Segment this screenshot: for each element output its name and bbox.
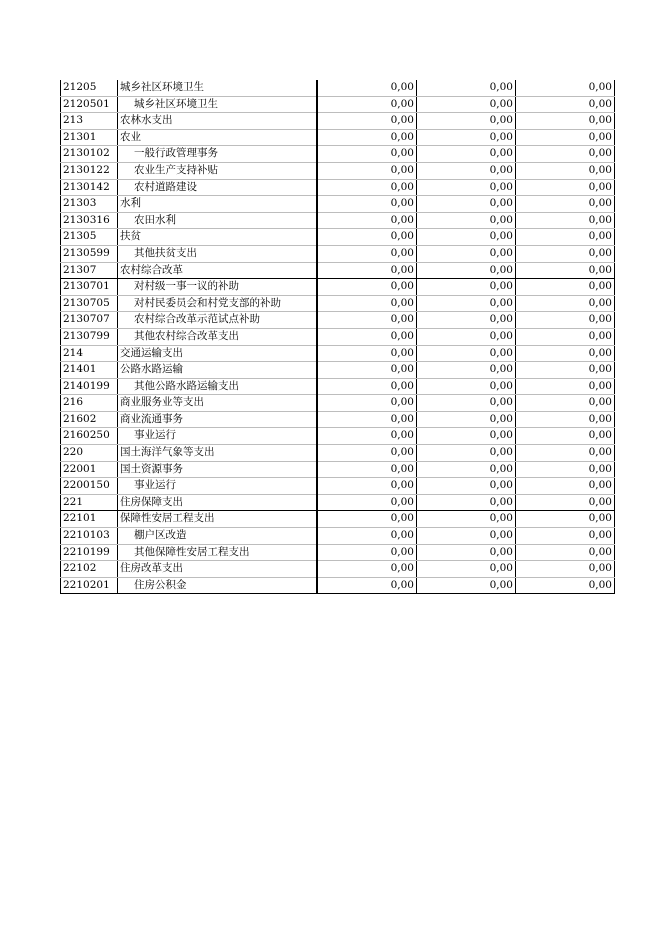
code-cell: 216 xyxy=(61,395,118,412)
value-cell-3: 0,00 xyxy=(516,378,615,395)
value-cell-3: 0,00 xyxy=(516,478,615,495)
name-cell: 农村综合改革示范试点补助 xyxy=(118,312,318,329)
table-row xyxy=(61,245,615,262)
name-cell: 农业生产支持补贴 xyxy=(118,162,318,179)
name-cell: 国土资源事务 xyxy=(118,461,318,478)
code-cell: 2200150 xyxy=(61,478,118,495)
table-row xyxy=(61,494,615,511)
table-row xyxy=(61,561,615,578)
table-row xyxy=(61,411,615,428)
value-cell-1: 0,00 xyxy=(317,544,417,561)
name-cell: 商业服务业等支出 xyxy=(118,395,318,412)
name-cell: 扶贫 xyxy=(118,229,318,246)
name-cell: 农业 xyxy=(118,129,318,146)
value-cell-2: 0,00 xyxy=(417,461,516,478)
name-cell: 保障性安居工程支出 xyxy=(118,511,318,528)
value-cell-3: 0,00 xyxy=(516,411,615,428)
value-cell-3: 0,00 xyxy=(516,262,615,279)
value-cell-2: 0,00 xyxy=(417,162,516,179)
name-cell: 棚户区改造 xyxy=(118,528,318,545)
value-cell-1: 0,00 xyxy=(317,212,417,229)
code-cell: 21303 xyxy=(61,196,118,213)
value-cell-1: 0,00 xyxy=(317,295,417,312)
name-cell: 其他保障性安居工程支出 xyxy=(118,544,318,561)
code-cell: 2130705 xyxy=(61,295,118,312)
value-cell-3: 0,00 xyxy=(516,395,615,412)
table-row xyxy=(61,378,615,395)
value-cell-1: 0,00 xyxy=(317,179,417,196)
value-cell-1: 0,00 xyxy=(317,378,417,395)
value-cell-3: 0,00 xyxy=(516,196,615,213)
value-cell-3: 0,00 xyxy=(516,561,615,578)
table-row xyxy=(61,146,615,163)
value-cell-3: 0,00 xyxy=(516,312,615,329)
value-cell-3: 0,00 xyxy=(516,362,615,379)
name-cell: 住房改革支出 xyxy=(118,561,318,578)
table-row xyxy=(61,196,615,213)
name-cell: 农田水利 xyxy=(118,212,318,229)
value-cell-2: 0,00 xyxy=(417,345,516,362)
name-cell: 交通运输支出 xyxy=(118,345,318,362)
name-cell: 城乡社区环境卫生 xyxy=(118,80,318,96)
name-cell: 一般行政管理事务 xyxy=(118,146,318,163)
value-cell-3: 0,00 xyxy=(516,229,615,246)
value-cell-2: 0,00 xyxy=(417,561,516,578)
value-cell-3: 0,00 xyxy=(516,428,615,445)
value-cell-2: 0,00 xyxy=(417,411,516,428)
table-row xyxy=(61,162,615,179)
code-cell: 21205 xyxy=(61,80,118,96)
table-row xyxy=(61,511,615,528)
value-cell-1: 0,00 xyxy=(317,478,417,495)
code-cell: 21401 xyxy=(61,362,118,379)
value-cell-3: 0,00 xyxy=(516,328,615,345)
table-row xyxy=(61,544,615,561)
value-cell-1: 0,00 xyxy=(317,96,417,113)
code-cell: 22101 xyxy=(61,511,118,528)
value-cell-2: 0,00 xyxy=(417,478,516,495)
code-cell: 2210103 xyxy=(61,528,118,545)
table-row xyxy=(61,295,615,312)
table-body xyxy=(61,80,615,594)
code-cell: 22102 xyxy=(61,561,118,578)
name-cell: 其他公路水路运输支出 xyxy=(118,378,318,395)
name-cell: 水利 xyxy=(118,196,318,213)
value-cell-2: 0,00 xyxy=(417,528,516,545)
value-cell-2: 0,00 xyxy=(417,113,516,130)
table-row xyxy=(61,528,615,545)
name-cell: 住房公积金 xyxy=(118,577,318,594)
name-cell: 其他农村综合改革支出 xyxy=(118,328,318,345)
table-row xyxy=(61,179,615,196)
value-cell-2: 0,00 xyxy=(417,378,516,395)
name-cell: 住房保障支出 xyxy=(118,494,318,511)
code-cell: 214 xyxy=(61,345,118,362)
value-cell-2: 0,00 xyxy=(417,328,516,345)
value-cell-2: 0,00 xyxy=(417,511,516,528)
name-cell: 国土海洋气象等支出 xyxy=(118,445,318,462)
value-cell-2: 0,00 xyxy=(417,312,516,329)
table-row xyxy=(61,229,615,246)
code-cell: 2130799 xyxy=(61,328,118,345)
value-cell-2: 0,00 xyxy=(417,229,516,246)
value-cell-3: 0,00 xyxy=(516,96,615,113)
value-cell-2: 0,00 xyxy=(417,245,516,262)
value-cell-2: 0,00 xyxy=(417,445,516,462)
table-row xyxy=(61,212,615,229)
code-cell: 2130701 xyxy=(61,279,118,296)
value-cell-2: 0,00 xyxy=(417,428,516,445)
value-cell-3: 0,00 xyxy=(516,129,615,146)
value-cell-1: 0,00 xyxy=(317,328,417,345)
name-cell: 农村综合改革 xyxy=(118,262,318,279)
value-cell-2: 0,00 xyxy=(417,129,516,146)
table-row xyxy=(61,262,615,279)
value-cell-2: 0,00 xyxy=(417,544,516,561)
code-cell: 2140199 xyxy=(61,378,118,395)
value-cell-1: 0,00 xyxy=(317,528,417,545)
value-cell-2: 0,00 xyxy=(417,295,516,312)
table-row xyxy=(61,345,615,362)
value-cell-3: 0,00 xyxy=(516,80,615,96)
value-cell-3: 0,00 xyxy=(516,544,615,561)
table-row xyxy=(61,428,615,445)
table-row xyxy=(61,113,615,130)
table-row xyxy=(61,445,615,462)
code-cell: 2130316 xyxy=(61,212,118,229)
value-cell-1: 0,00 xyxy=(317,461,417,478)
code-cell: 2130142 xyxy=(61,179,118,196)
value-cell-2: 0,00 xyxy=(417,196,516,213)
value-cell-1: 0,00 xyxy=(317,229,417,246)
code-cell: 21602 xyxy=(61,411,118,428)
value-cell-3: 0,00 xyxy=(516,461,615,478)
table-row xyxy=(61,129,615,146)
value-cell-3: 0,00 xyxy=(516,445,615,462)
value-cell-2: 0,00 xyxy=(417,577,516,594)
value-cell-2: 0,00 xyxy=(417,362,516,379)
table-row xyxy=(61,461,615,478)
code-cell: 2210199 xyxy=(61,544,118,561)
table-row xyxy=(61,312,615,329)
table-row xyxy=(61,577,615,594)
name-cell: 其他扶贫支出 xyxy=(118,245,318,262)
code-cell: 2160250 xyxy=(61,428,118,445)
table-row xyxy=(61,80,615,96)
code-cell: 2130599 xyxy=(61,245,118,262)
code-cell: 21301 xyxy=(61,129,118,146)
name-cell: 农村道路建设 xyxy=(118,179,318,196)
name-cell: 农林水支出 xyxy=(118,113,318,130)
name-cell: 公路水路运输 xyxy=(118,362,318,379)
value-cell-1: 0,00 xyxy=(317,129,417,146)
value-cell-3: 0,00 xyxy=(516,146,615,163)
code-cell: 221 xyxy=(61,494,118,511)
table-row xyxy=(61,478,615,495)
value-cell-1: 0,00 xyxy=(317,445,417,462)
code-cell: 2130122 xyxy=(61,162,118,179)
value-cell-3: 0,00 xyxy=(516,295,615,312)
value-cell-3: 0,00 xyxy=(516,113,615,130)
value-cell-3: 0,00 xyxy=(516,511,615,528)
value-cell-3: 0,00 xyxy=(516,528,615,545)
value-cell-3: 0,00 xyxy=(516,577,615,594)
value-cell-3: 0,00 xyxy=(516,245,615,262)
code-cell: 2210201 xyxy=(61,577,118,594)
value-cell-1: 0,00 xyxy=(317,345,417,362)
value-cell-1: 0,00 xyxy=(317,245,417,262)
code-cell: 21307 xyxy=(61,262,118,279)
value-cell-3: 0,00 xyxy=(516,162,615,179)
value-cell-2: 0,00 xyxy=(417,80,516,96)
budget-table xyxy=(60,80,615,594)
value-cell-1: 0,00 xyxy=(317,577,417,594)
value-cell-3: 0,00 xyxy=(516,345,615,362)
value-cell-1: 0,00 xyxy=(317,279,417,296)
value-cell-3: 0,00 xyxy=(516,494,615,511)
name-cell: 事业运行 xyxy=(118,478,318,495)
name-cell: 城乡社区环境卫生 xyxy=(118,96,318,113)
value-cell-1: 0,00 xyxy=(317,162,417,179)
table-row xyxy=(61,328,615,345)
value-cell-2: 0,00 xyxy=(417,279,516,296)
value-cell-1: 0,00 xyxy=(317,312,417,329)
value-cell-1: 0,00 xyxy=(317,262,417,279)
table-row xyxy=(61,362,615,379)
value-cell-1: 0,00 xyxy=(317,494,417,511)
value-cell-2: 0,00 xyxy=(417,146,516,163)
value-cell-2: 0,00 xyxy=(417,395,516,412)
code-cell: 220 xyxy=(61,445,118,462)
value-cell-1: 0,00 xyxy=(317,395,417,412)
name-cell: 商业流通事务 xyxy=(118,411,318,428)
value-cell-2: 0,00 xyxy=(417,212,516,229)
value-cell-2: 0,00 xyxy=(417,262,516,279)
code-cell: 21305 xyxy=(61,229,118,246)
code-cell: 2130102 xyxy=(61,146,118,163)
value-cell-2: 0,00 xyxy=(417,96,516,113)
value-cell-1: 0,00 xyxy=(317,428,417,445)
code-cell: 2120501 xyxy=(61,96,118,113)
table-row xyxy=(61,96,615,113)
value-cell-2: 0,00 xyxy=(417,494,516,511)
value-cell-1: 0,00 xyxy=(317,561,417,578)
value-cell-3: 0,00 xyxy=(516,212,615,229)
value-cell-1: 0,00 xyxy=(317,362,417,379)
value-cell-1: 0,00 xyxy=(317,511,417,528)
name-cell: 事业运行 xyxy=(118,428,318,445)
code-cell: 2130707 xyxy=(61,312,118,329)
value-cell-3: 0,00 xyxy=(516,179,615,196)
value-cell-1: 0,00 xyxy=(317,146,417,163)
value-cell-1: 0,00 xyxy=(317,113,417,130)
name-cell: 对村民委员会和村党支部的补助 xyxy=(118,295,318,312)
value-cell-1: 0,00 xyxy=(317,411,417,428)
code-cell: 213 xyxy=(61,113,118,130)
value-cell-3: 0,00 xyxy=(516,279,615,296)
value-cell-1: 0,00 xyxy=(317,80,417,96)
table-row xyxy=(61,279,615,296)
value-cell-1: 0,00 xyxy=(317,196,417,213)
value-cell-2: 0,00 xyxy=(417,179,516,196)
table-row xyxy=(61,395,615,412)
code-cell: 22001 xyxy=(61,461,118,478)
name-cell: 对村级一事一议的补助 xyxy=(118,279,318,296)
